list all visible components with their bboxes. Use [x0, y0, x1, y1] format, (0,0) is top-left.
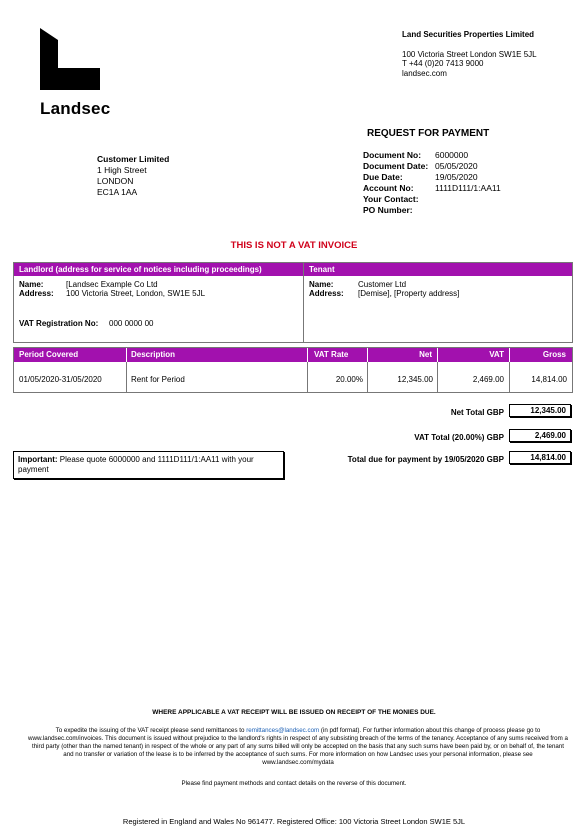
customer-address-line: LONDON — [97, 176, 134, 186]
cell-vat-rate: 20.00% — [335, 375, 363, 384]
tenant-address: [Demise], [Property address] — [358, 289, 460, 298]
document-info — [363, 150, 501, 216]
customer-address-block — [97, 154, 169, 198]
remittance-email-link[interactable]: remittances@landsec.com — [246, 727, 320, 734]
field-value: 05/05/2020 — [435, 161, 478, 171]
cell-vat: 2,469.00 — [472, 375, 504, 384]
company-name: Land Securities Properties Limited — [402, 30, 535, 39]
vat-total-value: 2,469.00 — [509, 429, 571, 442]
company-phone: T +44 (0)20 7413 9000 — [402, 59, 484, 68]
account-no-row — [363, 183, 501, 194]
net-total-value: 12,345.00 — [509, 404, 571, 417]
due-date-row — [363, 172, 501, 183]
important-label: Important: — [18, 455, 58, 464]
field-value: 1111D111/1:AA11 — [435, 183, 501, 193]
cell-net: 12,345.00 — [397, 375, 433, 384]
field-label: Document Date: — [363, 161, 429, 171]
field-label: Document No: — [363, 150, 422, 160]
landlord-address-label: Address: — [19, 289, 54, 298]
not-vat-invoice-notice: THIS IS NOT A VAT INVOICE — [230, 240, 358, 251]
field-label: Due Date: — [363, 172, 403, 182]
period-header-row — [0, 348, 588, 362]
vat-registration-label: VAT Registration No: — [19, 319, 99, 328]
footer-text: (in pdf format). For further information about this change of process please go to www.landsec.com/invoices. This document is issued without prejudice to the landlord's rights in respect of any subsisting breach of the terms of the tenancy. Acceptance of any sums received from a third party (other than the named tenant) in respect of the whole or any part of any sums billed will only be accepted on the basis that any such sums have been paid by, or on behalf of, the tenant and no transfer or variation of the lease is to be inferred by the acceptance of such sums. For more information on how Landsec uses your personal information, please see www.landsec.com/mydata — [28, 727, 568, 766]
vat-registration-no: 000 0000 00 — [109, 319, 154, 328]
cell-description: Rent for Period — [131, 375, 185, 384]
landlord-header-text: Landlord (address for service of notices including proceedings) — [19, 265, 262, 274]
total-due-value: 14,814.00 — [509, 451, 571, 464]
document-no-row — [363, 150, 501, 161]
landlord-name-label: Name: — [19, 280, 44, 289]
landsec-logo — [40, 28, 120, 116]
footer-text: To expedite the issuing of the VAT receipt please send remittances to — [55, 727, 247, 734]
logo-wordmark: Landsec — [40, 99, 111, 118]
tenant-name: Customer Ltd — [358, 280, 407, 289]
cell-gross: 14,814.00 — [531, 375, 567, 384]
col-header-gross: Gross — [542, 350, 566, 359]
col-header-net: Net — [419, 350, 432, 359]
your-contact-row — [363, 194, 501, 205]
field-value: 6000000 — [435, 150, 469, 160]
payment-methods-note: Please find payment methods and contact details on the reverse of this document. — [181, 780, 407, 787]
landsec-logo-mark-icon — [40, 28, 120, 90]
vat-total-label: VAT Total (20.00%) GBP — [414, 433, 504, 442]
total-due-label: Total due for payment by 19/05/2020 GBP — [347, 455, 504, 464]
po-number-row — [363, 205, 501, 216]
field-label: Your Contact: — [363, 194, 419, 204]
col-header-description: Description — [131, 350, 176, 359]
field-value: 19/05/2020 — [435, 172, 478, 182]
field-label: Account No: — [363, 183, 414, 193]
col-header-vat-rate: VAT Rate — [314, 350, 349, 359]
cell-period: 01/05/2020-31/05/2020 — [19, 375, 102, 384]
company-info — [402, 30, 537, 78]
net-total-label: Net Total GBP — [450, 408, 504, 417]
field-label: PO Number: — [363, 205, 413, 215]
customer-name: Customer Limited — [97, 154, 170, 164]
footer-paragraph — [28, 727, 568, 767]
document-date-row — [363, 161, 501, 172]
registered-office: Registered in England and Wales No 961477. Registered Office: 100 Victoria Street London SW1E 5JL — [122, 817, 466, 826]
customer-address-line: EC1A 1AA — [97, 187, 138, 197]
tenant-header — [304, 263, 572, 276]
document-title: REQUEST FOR PAYMENT — [367, 128, 490, 139]
company-address: 100 Victoria Street London SW1E 5JL — [402, 49, 537, 59]
landlord-header — [14, 263, 303, 276]
important-text: Please quote 6000000 and 1111D111/1:AA11 with your payment — [18, 455, 254, 474]
landlord-name: [Landsec Example Co Ltd — [66, 280, 158, 289]
company-website: landsec.com — [402, 68, 447, 78]
footer-heading: WHERE APPLICABLE A VAT RECEIPT WILL BE ISSUED ON RECEIPT OF THE MONIES DUE. — [152, 709, 436, 716]
tenant-name-label: Name: — [309, 280, 334, 289]
col-header-period: Period Covered — [19, 350, 79, 359]
col-header-vat: VAT — [489, 350, 504, 359]
important-note — [13, 451, 284, 479]
tenant-address-label: Address: — [309, 289, 344, 298]
customer-address-line: 1 High Street — [97, 165, 147, 175]
landlord-address: 100 Victoria Street, London, SW1E 5JL — [66, 289, 206, 298]
tenant-header-text: Tenant — [309, 265, 335, 274]
